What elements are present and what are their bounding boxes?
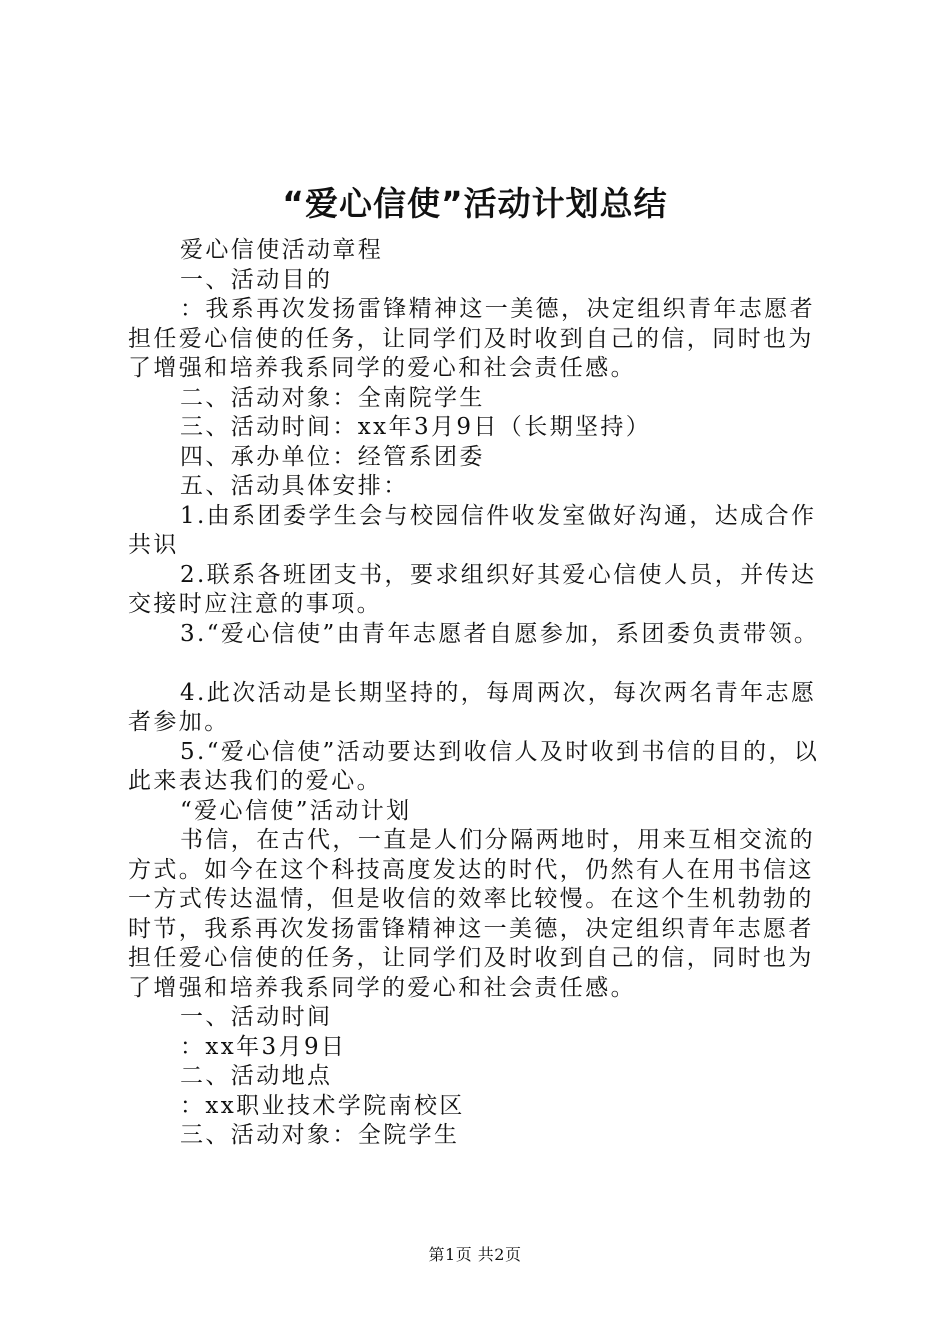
paragraph: 爱心信使活动章程 — [180, 237, 384, 263]
paragraph: 书信，在古代，一直是人们分隔两地时，用来互相交流的方式。如今在这个科技高度发达的时代，仍然有人在用书信这一方式传达温情，但是收信的效率比较慢。在这个生机勃勃的时节，我系再次发扬雷锋精神这一美德，决定组织青年志愿者担任爱心信使的任务，让同学们及时收到自己的信，同时也为了增强和培养我系同学的爱心和社会责任感。 — [128, 827, 815, 1001]
paragraph: 一、活动时间 — [180, 1004, 333, 1030]
paragraph: ：我系再次发扬雷锋精神这一美德，决定组织青年志愿者担任爱心信使的任务，让同学们及时收到自己的信，同时也为了增强和培养我系同学的爱心和社会责任感。 — [128, 296, 815, 381]
paragraph: 5.“爱心信使”活动要达到收信人及时收到书信的目的，以此来表达我们的爱心。 — [128, 738, 820, 794]
document-title: “爱心信使”活动计划总结 — [282, 184, 668, 223]
paragraph: 4.此次活动是长期坚持的，每周两次，每次两名青年志愿者参加。 — [128, 679, 817, 735]
document-body — [128, 236, 833, 1151]
paragraph: 四、承办单位：经管系团委 — [180, 443, 485, 470]
blank-line — [128, 649, 833, 679]
paragraph: 三、活动时间：xx年3月9日（长期坚持） — [180, 414, 652, 440]
paragraph: 1.由系团委学生会与校园信件收发室做好沟通，达成合作共识 — [128, 502, 817, 558]
paragraph: 二、活动地点 — [180, 1063, 333, 1089]
paragraph: 三、活动对象：全院学生 — [180, 1122, 460, 1148]
paragraph: 2.联系各班团支书，要求组织好其爱心信使人员，并传达交接时应注意的事项。 — [128, 561, 817, 617]
page-footer: 第1页 共2页 — [428, 1245, 522, 1264]
paragraph: “爱心信使”活动计划 — [180, 797, 412, 824]
paragraph: 一、活动目的 — [180, 266, 333, 293]
paragraph: ：xx职业技术学院南校区 — [180, 1092, 465, 1119]
paragraph: 五、活动具体安排： — [180, 473, 409, 499]
paragraph: ：xx年3月9日 — [180, 1033, 347, 1060]
paragraph: 3.“爱心信使”由青年志愿者自愿参加，系团委负责带领。 — [180, 620, 820, 647]
paragraph: 二、活动对象：全南院学生 — [180, 384, 485, 411]
